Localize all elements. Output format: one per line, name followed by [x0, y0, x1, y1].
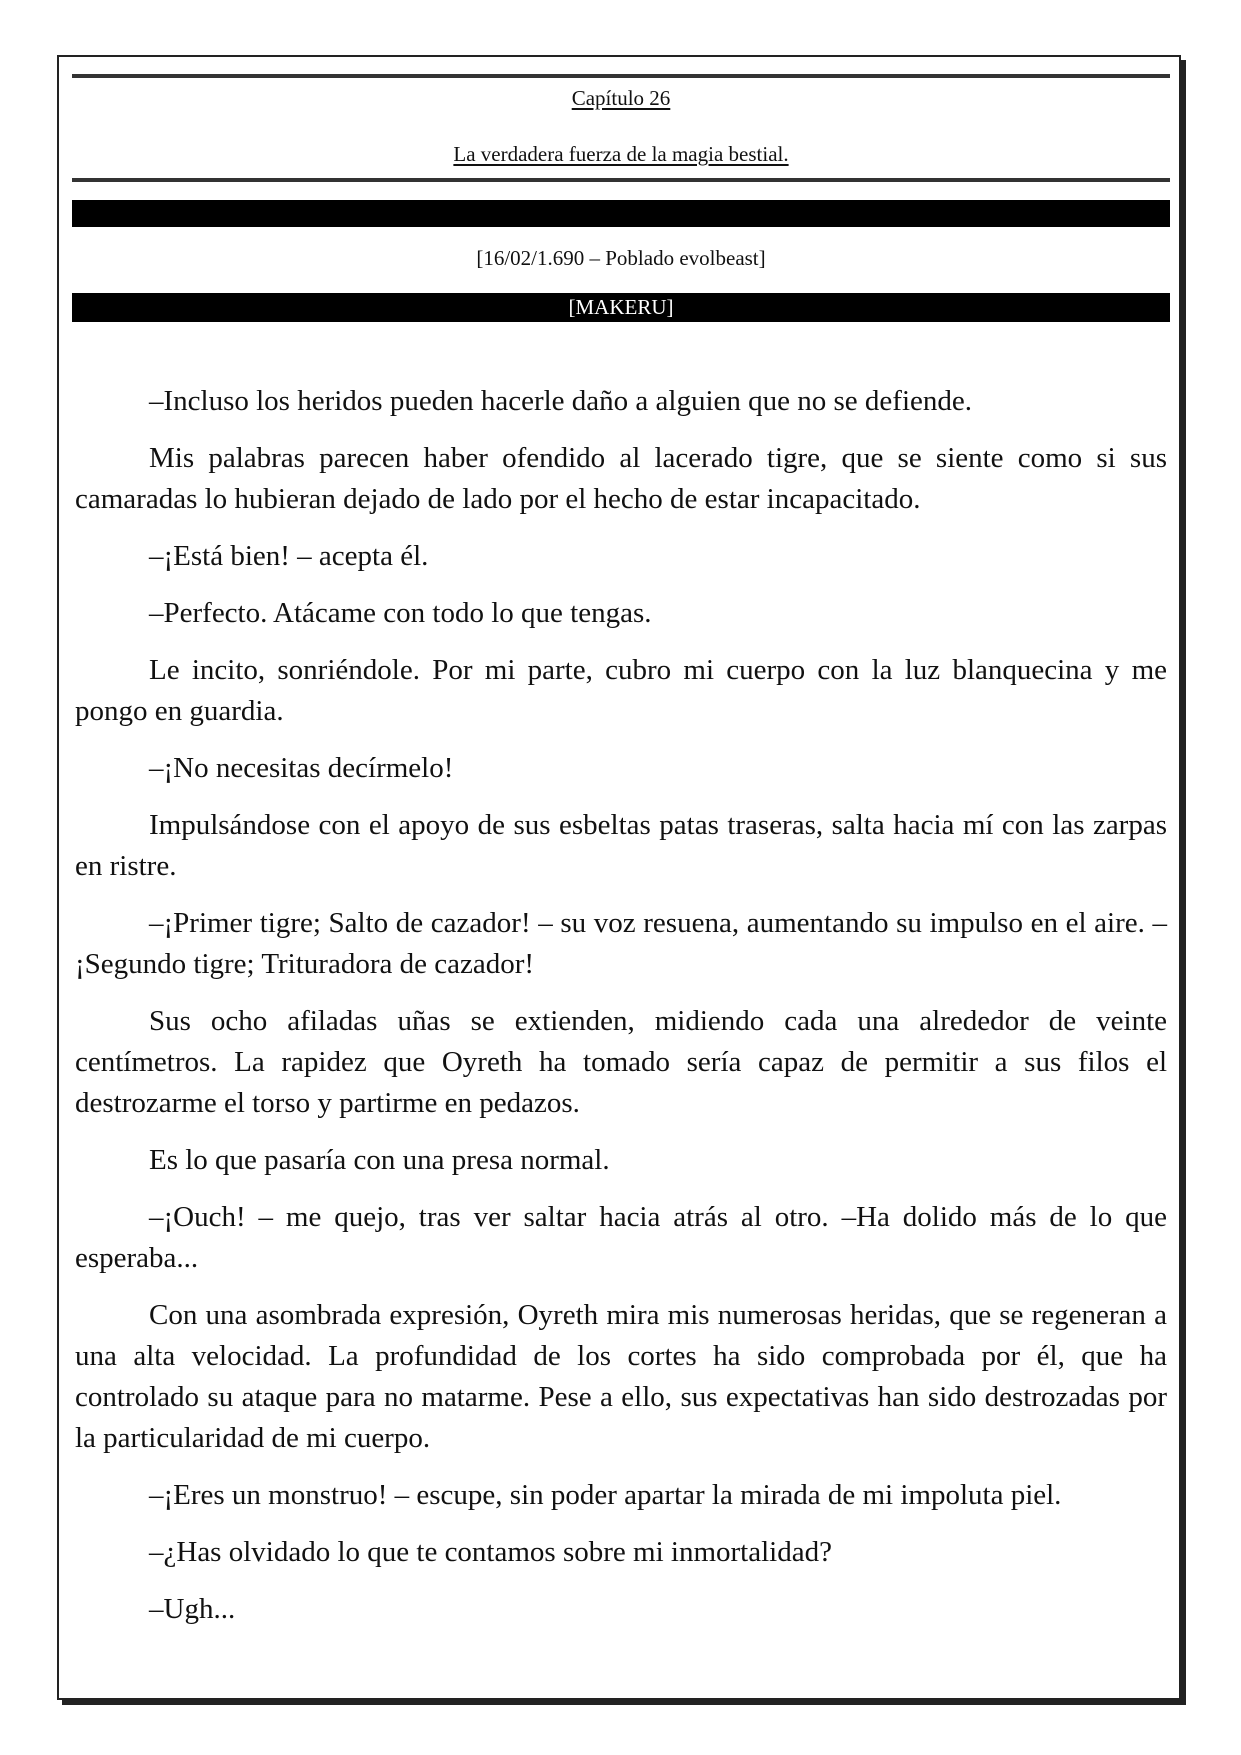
scene-date-location: [16/02/1.690 – Poblado evolbeast] [476, 246, 766, 270]
chapter-subtitle: La verdadera fuerza de la magia bestial. [453, 142, 789, 166]
paragraph: Es lo que pasaría con una presa normal. [149, 1144, 610, 1176]
paragraph: –¡Primer tigre; Salto de cazador! – su voz resuena, aumentando su impulso en el aire. –¡Segundo tigre; Trituradora de cazador! [75, 907, 1167, 980]
chapter-body [75, 381, 1167, 1646]
chapter-title: Capítulo 26 [571, 86, 671, 110]
top-double-rule [72, 74, 1170, 78]
paragraph: –Perfecto. Atácame con todo lo que tengas. [149, 597, 652, 629]
paragraph: –¡No necesitas decírmelo! [149, 752, 454, 784]
pov-banner: [MAKERU] [72, 293, 1170, 322]
paragraph: Sus ocho afiladas uñas se extienden, midiendo cada una alrededor de veinte centímetros. La rapidez que Oyreth ha tomado sería capaz de permitir a sus filos el destrozarme el torso y partirme en pedazos. [75, 1005, 1167, 1119]
scene-divider-bar [72, 200, 1170, 227]
paragraph: –¡Eres un monstruo! – escupe, sin poder apartar la mirada de mi impoluta piel. [149, 1479, 1062, 1511]
paragraph: –Incluso los heridos pueden hacerle daño a alguien que no se defiende. [149, 385, 972, 417]
paragraph: Impulsándose con el apoyo de sus esbeltas patas traseras, salta hacia mí con las zarpas en ristre. [75, 809, 1167, 882]
paragraph: Mis palabras parecen haber ofendido al lacerado tigre, que se siente como si sus camaradas lo hubieran dejado de lado por el hecho de estar incapacitado. [75, 442, 1167, 515]
paragraph: –¡Ouch! – me quejo, tras ver saltar hacia atrás al otro. –Ha dolido más de lo que esperaba... [75, 1201, 1167, 1274]
header-bottom-double-rule [72, 178, 1170, 182]
paragraph: –Ugh... [149, 1593, 236, 1625]
paragraph: –¡Está bien! – acepta él. [149, 540, 429, 572]
paragraph: Con una asombrada expresión, Oyreth mira mis numerosas heridas, que se regeneran a una alta velocidad. La profundidad de los cortes ha sido comprobada por él, que ha controlado su ataque para no matarme. Pese a ello, sus expectativas han sido destrozadas por la particularidad de mi cuerpo. [75, 1299, 1167, 1454]
paragraph: Le incito, sonriéndole. Por mi parte, cubro mi cuerpo con la luz blanquecina y me pongo en guardia. [75, 654, 1167, 727]
paragraph: –¿Has olvidado lo que te contamos sobre mi inmortalidad? [149, 1536, 832, 1568]
